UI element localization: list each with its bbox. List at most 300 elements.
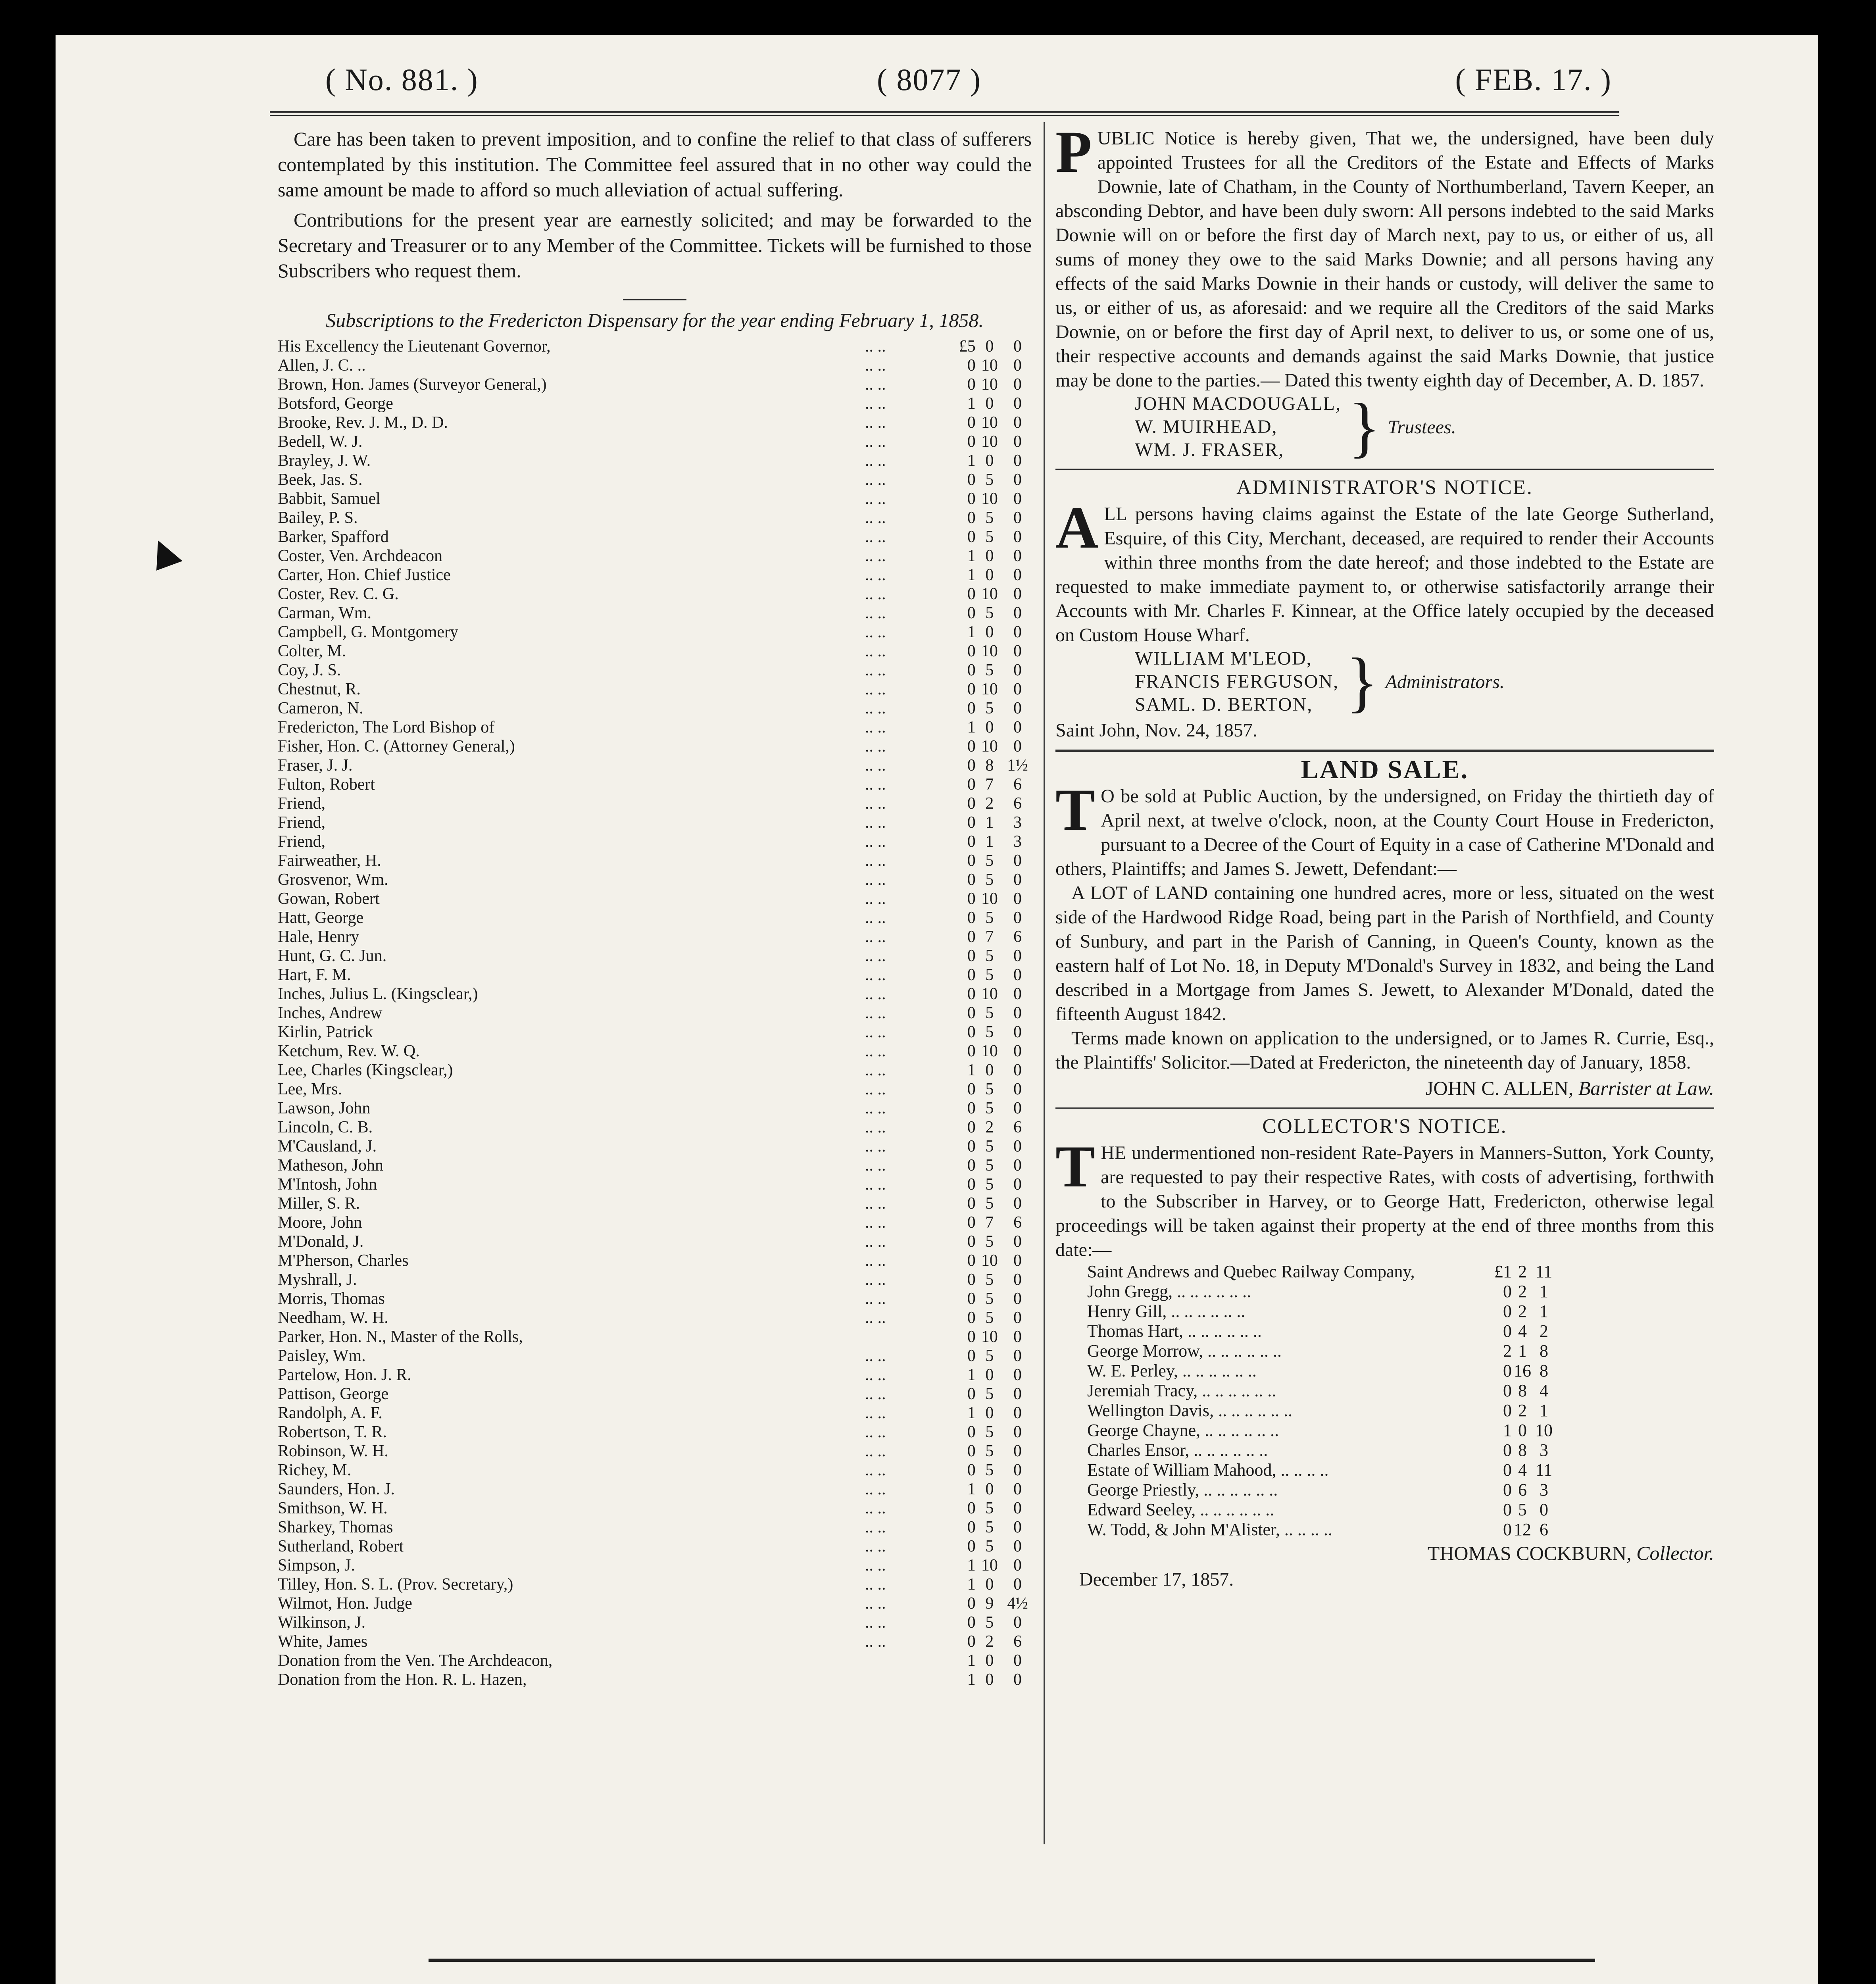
amount-pounds: 0 [967,413,976,432]
subscriber-name: Robertson, T. R. [278,1423,387,1441]
subscription-row [278,1384,1032,1403]
signer-role: Administrators. [1385,671,1505,692]
subscriber-name: Ketchum, Rev. W. Q. [278,1042,420,1060]
amount-shillings: 10 [981,890,998,908]
bottom-rule [429,1959,1595,1962]
amount-shillings: 5 [985,1137,994,1155]
subscriber-name: M'Donald, J. [278,1232,364,1251]
amount-pence: 0 [1013,1061,1022,1079]
rate-row [1087,1500,1555,1520]
land-sale-notice [1055,757,1714,1100]
amount-shillings: 10 [981,985,998,1003]
leader-dots: .. .. [865,1632,886,1651]
amount-pence: 0 [1013,433,1022,451]
amount-pence: 0 [1013,566,1022,584]
amount-shillings: 5 [985,1423,994,1441]
amount-pence: 6 [1540,1520,1548,1539]
subscription-row [278,1346,1032,1365]
subscription-row [278,394,1032,413]
leader-dots [814,1651,937,1670]
ratepayer-name: Saint Andrews and Quebec Railway Company, [1087,1262,1415,1281]
administrator-signatures [1055,644,1714,719]
leader-dots: .. .. [865,1290,886,1308]
notice-date: December 17, 1857. [1079,1569,1234,1590]
leader-dots: .. .. [865,1004,886,1022]
signer-name: FRANCIS FERGUSON, [1135,671,1339,692]
amount-shillings: 10 [981,1556,998,1575]
subscriber-name: Moore, John [278,1213,362,1232]
signer-name: JOHN MACDOUGALL, [1135,393,1341,414]
amount-shillings: 5 [985,1347,994,1365]
subscription-row [278,642,1032,661]
subscription-row [278,1213,1032,1232]
amount-shillings: 0 [985,1480,994,1498]
signer-name: WM. J. FRASER, [1135,439,1284,460]
amount-shillings: 10 [981,356,998,375]
subscriber-name: Bailey, P. S. [278,509,358,527]
subscription-row [278,1537,1032,1556]
signer-name: WILLIAM M'LEOD, [1135,648,1312,669]
subscription-row [278,927,1032,946]
section-rule [1055,750,1714,752]
amount-pence: 4½ [1007,1594,1028,1613]
leader-dots: .. .. [865,1137,886,1155]
amount-pounds: 0 [967,1594,976,1613]
ratepayer-name: Henry Gill, .. .. .. .. .. .. [1087,1302,1246,1321]
amount-pence: 6 [1013,794,1022,813]
amount-pounds: 1 [967,1575,976,1594]
leader-dots: .. .. [865,413,886,432]
amount-shillings: 10 [981,680,998,698]
subscriber-name: M'Pherson, Charles [278,1252,409,1270]
rate-row [1087,1381,1555,1401]
amount-pence: 8 [1540,1341,1548,1361]
amount-pounds: 0 [967,1328,976,1346]
amount-pence: 2 [1540,1321,1548,1341]
amount-pounds: 1 [1503,1421,1512,1440]
amount-pence: 11 [1535,1460,1553,1480]
left-column [278,126,1032,1689]
subscription-row [278,1194,1032,1213]
subscription-row [278,661,1032,680]
leader-dots: .. .. [865,775,886,794]
amount-shillings: 5 [985,871,994,889]
leader-dots: .. .. [865,1537,886,1555]
subscription-row [278,889,1032,908]
amount-shillings: 12 [1514,1520,1531,1539]
amount-pounds: 0 [967,509,976,527]
amount-pence: 0 [1013,490,1022,508]
amount-pence: 0 [1013,1290,1022,1308]
amount-pence: 0 [1013,699,1022,717]
amount-shillings: 1 [985,813,994,832]
amount-pence: 0 [1013,1442,1022,1460]
amount-shillings: 10 [981,1042,998,1060]
subscriber-name: M'Intosh, John [278,1175,377,1194]
amount-pence: 0 [1013,1480,1022,1498]
amount-pence: 0 [1013,1156,1022,1175]
subscriber-name: Babbit, Samuel [278,490,381,508]
subscription-row [278,946,1032,965]
leader-dots: .. .. [865,1385,886,1403]
amount-pounds: 1 [967,1061,976,1079]
subscriber-name: Needham, W. H. [278,1309,388,1327]
amount-pence: 0 [1013,604,1022,622]
public-notice-text: UBLIC Notice is hereby given, That we, the undersigned, have been duly appointed Trustees for all the Creditors of the Estate and Effects of Marks Downie, late of Chatham, in the County of Northumberland, Tavern Keeper, an absconding Debtor, and have been duly sworn: All persons indebted to the said Marks Downie will on or before the first day of March next, pay to us, or either of us, all sums of money they owe to the said Marks Downie; and all persons having any effects of the said Marks Downie in their hands or custody, will deliver the same to us, or either of us, as aforesaid: and we require all the Creditors of the said Marks Downie, on or before the first day of April next, to deliver to us, or some one of us, their respective accounts and demands against the said Marks Downie, that justice may be done to the parties.— Dated this twenty eighth day of December, A. D. 1857. [1055,128,1714,391]
amount-pounds: 0 [1503,1440,1512,1460]
amount-shillings: 5 [985,699,994,717]
rate-row [1087,1361,1555,1381]
subscriber-name: Inches, Julius L. (Kingsclear,) [278,985,478,1003]
leader-dots: .. .. [865,794,886,813]
subscriber-name: White, James [278,1632,368,1651]
amount-pence: 3 [1013,832,1022,851]
amount-pounds: 1 [967,1480,976,1498]
subscription-row [278,680,1032,699]
amount-pence: 0 [1013,375,1022,394]
amount-pounds: 0 [967,1175,976,1194]
issue-date: ( FEB. 17. ) [1455,62,1612,97]
amount-pounds: 0 [967,756,976,775]
subscription-row [278,775,1032,794]
leader-dots: .. .. [865,718,886,736]
amount-shillings: 5 [985,1442,994,1460]
amount-pounds: 0 [967,1099,976,1117]
amount-pounds: 0 [967,375,976,394]
amount-shillings: 7 [985,775,994,794]
subscriber-name: Cameron, N. [278,699,363,717]
amount-pounds: 1 [967,1366,976,1384]
rate-row [1087,1520,1555,1540]
subscriber-name: His Excellency the Lieutenant Governor, [278,337,551,356]
subscription-row [278,1632,1032,1651]
subscription-row [278,737,1032,756]
amount-pounds: 0 [967,471,976,489]
rate-row [1087,1460,1555,1480]
subscription-row [278,1099,1032,1118]
subscription-row [278,1651,1032,1670]
subscriber-name: Coster, Ven. Archdeacon [278,547,443,565]
leader-dots: .. .. [865,890,886,908]
amount-shillings: 5 [985,1537,994,1555]
subscription-row [278,1042,1032,1061]
signer-name: W. MUIRHEAD, [1135,416,1278,437]
leader-dots [814,1327,937,1346]
subscription-row [278,1613,1032,1632]
amount-shillings: 9 [985,1594,994,1613]
trustee-signatures [1055,390,1714,464]
leader-dots: .. .. [865,509,886,527]
leader-dots: .. .. [865,832,886,851]
leader-dots: .. .. [865,1023,886,1041]
brace-glyph: } [1346,644,1378,719]
rate-row [1087,1262,1555,1282]
amount-pence: 0 [1013,1099,1022,1117]
subscriber-name: Saunders, Hon. J. [278,1480,395,1498]
amount-shillings: 7 [985,1213,994,1232]
amount-shillings: 10 [981,433,998,451]
subscriber-name: Donation from the Ven. The Archdeacon, [278,1651,553,1670]
amount-pence: 6 [1013,1118,1022,1136]
amount-pence: 4 [1540,1381,1548,1400]
amount-pounds: 0 [967,871,976,889]
amount-pence: 1 [1540,1302,1548,1321]
amount-shillings: 5 [985,661,994,679]
subscription-row [278,375,1032,394]
ratepayer-name: George Chayne, .. .. .. .. .. .. [1087,1421,1279,1440]
subscriber-name: Parker, Hon. N., Master of the Rolls, [278,1328,523,1346]
amount-pounds: 0 [967,737,976,756]
leader-dots: .. .. [865,1042,886,1060]
subscription-row [278,1670,1032,1689]
subscriber-name: Fraser, J. J. [278,756,353,775]
subscription-row [278,1004,1032,1023]
signer-role: Barrister at Law. [1578,1077,1714,1099]
land-sale-terms: Terms made known on application to the undersigned, or to James R. Currie, Esq., the Plaintiffs' Solicitor.—Dated at Fredericton, the nineteenth day of January, 1858. [1055,1028,1714,1073]
leader-dots: .. .. [865,1232,886,1251]
subscriber-name: Hale, Henry [278,928,359,946]
amount-pence: 0 [1013,394,1022,413]
amount-pounds: 0 [967,1309,976,1327]
leader-dots: .. .. [865,528,886,546]
leader-dots: .. .. [865,680,886,698]
page-number: ( 8077 ) [877,62,981,97]
leader-dots: .. .. [865,337,886,356]
subscription-row [278,1137,1032,1156]
section-rule [1055,469,1714,470]
amount-pounds: 2 [1503,1341,1512,1361]
subscriber-name: Simpson, J. [278,1556,355,1575]
amount-pounds: 0 [967,1613,976,1632]
subscription-row [278,813,1032,832]
subscription-row [278,1289,1032,1308]
subscriber-name: Gowan, Robert [278,890,380,908]
amount-pounds: 0 [1503,1381,1512,1400]
amount-pence: 3 [1540,1440,1548,1460]
amount-pence: 0 [1013,528,1022,546]
subscriber-name: Lawson, John [278,1099,371,1117]
subscription-row [278,1556,1032,1575]
amount-pounds: 0 [967,680,976,698]
subscription-row [278,984,1032,1004]
amount-shillings: 5 [985,528,994,546]
leader-dots: .. .. [865,1347,886,1365]
subscriber-name: Sutherland, Robert [278,1537,404,1555]
ink-blot [147,535,183,571]
amount-pounds: 1 [967,394,976,413]
leader-dots: .. .. [865,1118,886,1136]
leader-dots: .. .. [865,1556,886,1575]
subscription-row [278,623,1032,642]
amount-pounds: 0 [967,1518,976,1536]
leader-dots: .. .. [865,547,886,565]
leader-dots: .. .. [865,1309,886,1327]
amount-pounds: 0 [967,1194,976,1213]
amount-pounds: 0 [967,1271,976,1289]
amount-pounds: 1 [967,452,976,470]
subscription-row [278,699,1032,718]
subscriber-name: Botsford, George [278,394,393,413]
amount-pounds: 0 [967,1347,976,1365]
rate-row [1087,1302,1555,1321]
amount-shillings: 7 [985,928,994,946]
leader-dots: .. .. [865,490,886,508]
amount-pence: 6 [1013,1632,1022,1651]
amount-pence: 3 [1013,813,1022,832]
signer-name: THOMAS COCKBURN, [1427,1542,1632,1564]
subscriber-name: Smithson, W. H. [278,1499,388,1517]
subscriber-name: Tilley, Hon. S. L. (Prov. Secretary,) [278,1575,513,1594]
amount-pounds: 0 [967,1118,976,1136]
amount-shillings: 2 [1518,1282,1527,1301]
subscriber-name: Chestnut, R. [278,680,361,698]
amount-pence: 10 [1535,1421,1553,1440]
leader-dots: .. .. [865,1480,886,1498]
leader-dots: .. .. [865,1613,886,1632]
leader-dots: .. .. [865,947,886,965]
amount-pounds: 0 [967,1461,976,1479]
subscriber-name: Kirlin, Patrick [278,1023,373,1041]
rates-table [1087,1262,1555,1540]
leader-dots: .. .. [865,604,886,622]
amount-pounds: 0 [967,604,976,622]
leader-dots: .. .. [865,566,886,584]
amount-pounds: 0 [967,1023,976,1041]
subscription-row [278,565,1032,584]
amount-shillings: 2 [985,1632,994,1651]
leader-dots: .. .. [865,471,886,489]
amount-pounds: 1 [967,1651,976,1670]
amount-shillings: 10 [981,585,998,603]
amount-pence: 0 [1013,661,1022,679]
rate-row [1087,1282,1555,1302]
signer-name: SAML. D. BERTON, [1135,694,1313,715]
subscriber-name: Fairweather, H. [278,852,381,870]
amount-pence: 0 [1013,1042,1022,1060]
amount-pence: 1 [1540,1401,1548,1420]
amount-pence: 0 [1013,1537,1022,1555]
amount-shillings: 10 [981,642,998,660]
rate-row [1087,1440,1555,1460]
subscription-row [278,756,1032,775]
amount-pence: 0 [1013,985,1022,1003]
amount-pounds: 0 [1503,1500,1512,1519]
leader-dots: .. .. [865,1499,886,1517]
subscriber-name: Lee, Mrs. [278,1080,342,1098]
amount-pence: 6 [1013,1213,1022,1232]
amount-shillings: 0 [1518,1421,1527,1440]
subscription-row [278,1480,1032,1499]
dispensary-paragraph-1: Care has been taken to prevent imposition, and to confine the relief to that class of sufferers contemplated by this institution. The Committee feel assured that in no other way could the same amount be made to afford so much alleviation of actual suffering. [278,128,1032,201]
leader-dots: .. .. [865,1175,886,1194]
amount-pounds: 0 [1503,1282,1512,1301]
amount-pence: 0 [1013,356,1022,375]
amount-shillings: 5 [985,1004,994,1022]
subscriber-name: Richey, M. [278,1461,352,1479]
amount-pence: 0 [1013,1575,1022,1594]
subscription-row [278,1365,1032,1384]
amount-pounds: 0 [967,356,976,375]
amount-shillings: 5 [985,1023,994,1041]
subscriber-name: Matheson, John [278,1156,383,1175]
subscriber-name: Miller, S. R. [278,1194,360,1213]
amount-pence: 0 [1013,1671,1022,1689]
amount-pence: 0 [1013,623,1022,641]
land-sale-text: O be sold at Public Auction, by the undersigned, on Friday the thirtieth day of April next, at twelve o'clock, noon, at the County Court House in Fredericton, pursuant to a Decree of the Court of Equity in a case of Catherine M'Donald and others, Plaintiffs; and James S. Jewett, Defendant:— [1055,786,1714,879]
leader-dots: .. .. [865,1575,886,1594]
amount-pounds: 0 [967,1499,976,1517]
subscriber-name: Hart, F. M. [278,966,351,984]
subscriber-name: Coster, Rev. C. G. [278,585,399,603]
amount-shillings: 0 [985,452,994,470]
amount-pounds: 0 [967,966,976,984]
amount-shillings: 0 [985,1575,994,1594]
notice-heading: LAND SALE. [1301,755,1469,784]
ratepayer-name: Charles Ensor, .. .. .. .. .. .. [1087,1440,1268,1460]
subscriber-name: Hatt, George [278,909,364,927]
amount-pence: 0 [1013,1328,1022,1346]
amount-pence: 0 [1013,642,1022,660]
subscription-row [278,432,1032,451]
amount-pence: 0 [1013,1518,1022,1536]
amount-shillings: 5 [985,1461,994,1479]
subscriber-name: Brown, Hon. James (Surveyor General,) [278,375,547,394]
leader-dots [814,1670,937,1689]
amount-pounds: 1 [967,566,976,584]
dispensary-paragraph-2: Contributions for the present year are earnestly solicited; and may be forwarded to the Secretary and Treasurer or to any Member of the Committee. Tickets will be furnished to those Subscribers who request them. [278,209,1032,282]
land-sale-description: A LOT of LAND containing one hundred acres, more or less, situated on the west side of the Hardwood Ridge Road, being part in the Parish of Northfield, and County of Sunbury, and part in the Parish of Canning, in Queen's County, known as the eastern half of Lot No. 18, in Deputy M'Donald's Survey in 1832, and being the Land described in a Mortgage from James S. Jewett, to Alexander M'Donald, dated the fifteenth August 1842. [1055,882,1714,1025]
subscriber-name: Friend, [278,794,326,813]
leader-dots: .. .. [865,1252,886,1270]
amount-pence: 0 [1013,585,1022,603]
amount-pence: 0 [1013,1309,1022,1327]
amount-shillings: 0 [985,1651,994,1670]
subscriber-name: M'Causland, J. [278,1137,377,1155]
subscription-row [278,508,1032,527]
amount-shillings: 2 [985,1118,994,1136]
amount-shillings: 5 [985,966,994,984]
leader-dots: .. .. [865,1061,886,1079]
amount-shillings: 4 [1518,1460,1527,1480]
brace-glyph: } [1348,390,1381,464]
leader-dots: .. .. [865,1213,886,1232]
amount-pounds: 0 [1503,1480,1512,1500]
amount-shillings: 5 [985,947,994,965]
amount-pence: 0 [1013,1004,1022,1022]
amount-shillings: 10 [981,413,998,432]
subscriber-name: Randolph, A. F. [278,1404,383,1422]
subscription-row [278,1423,1032,1442]
subscription-row [278,1023,1032,1042]
administrator-notice-text: LL persons having claims against the Estate of the late George Sutherland, Esquire, of this City, Merchant, deceased, are required to render their Accounts within three months from the date hereof; and those indebted to the Estate are requested to make immediate payment to, or otherwise satisfactorily arrange their Accounts with Mr. Charles F. Kinnear, at the Office lately occupied by the deceased on Custom House Wharf. [1055,504,1714,646]
section-rule [623,299,686,300]
amount-shillings: 0 [985,718,994,736]
collector-notice [1055,1114,1714,1592]
collector-signature [1055,1541,1714,1565]
ratepayer-name: George Priestly, .. .. .. .. .. .. [1087,1480,1278,1500]
amount-shillings: 0 [985,1404,994,1422]
amount-shillings: 5 [985,1518,994,1536]
amount-pence: 11 [1535,1262,1553,1281]
amount-shillings: 0 [985,1671,994,1689]
amount-pounds: 0 [967,1537,976,1555]
amount-pounds: 0 [967,1632,976,1651]
collector-notice-text: HE undermentioned non-resident Rate-Payers in Manners-Sutton, York County, are requested to pay their respective Rates, with costs of advertising, forthwith to the Subscriber in Harvey, or to George Hatt, Fredericton, otherwise legal proceedings will be taken against their property at the end of three months from this date:— [1055,1142,1714,1260]
amount-pence: 0 [1013,471,1022,489]
amount-shillings: 10 [981,1252,998,1270]
land-sale-signature [1055,1076,1714,1100]
amount-shillings: 5 [985,1175,994,1194]
